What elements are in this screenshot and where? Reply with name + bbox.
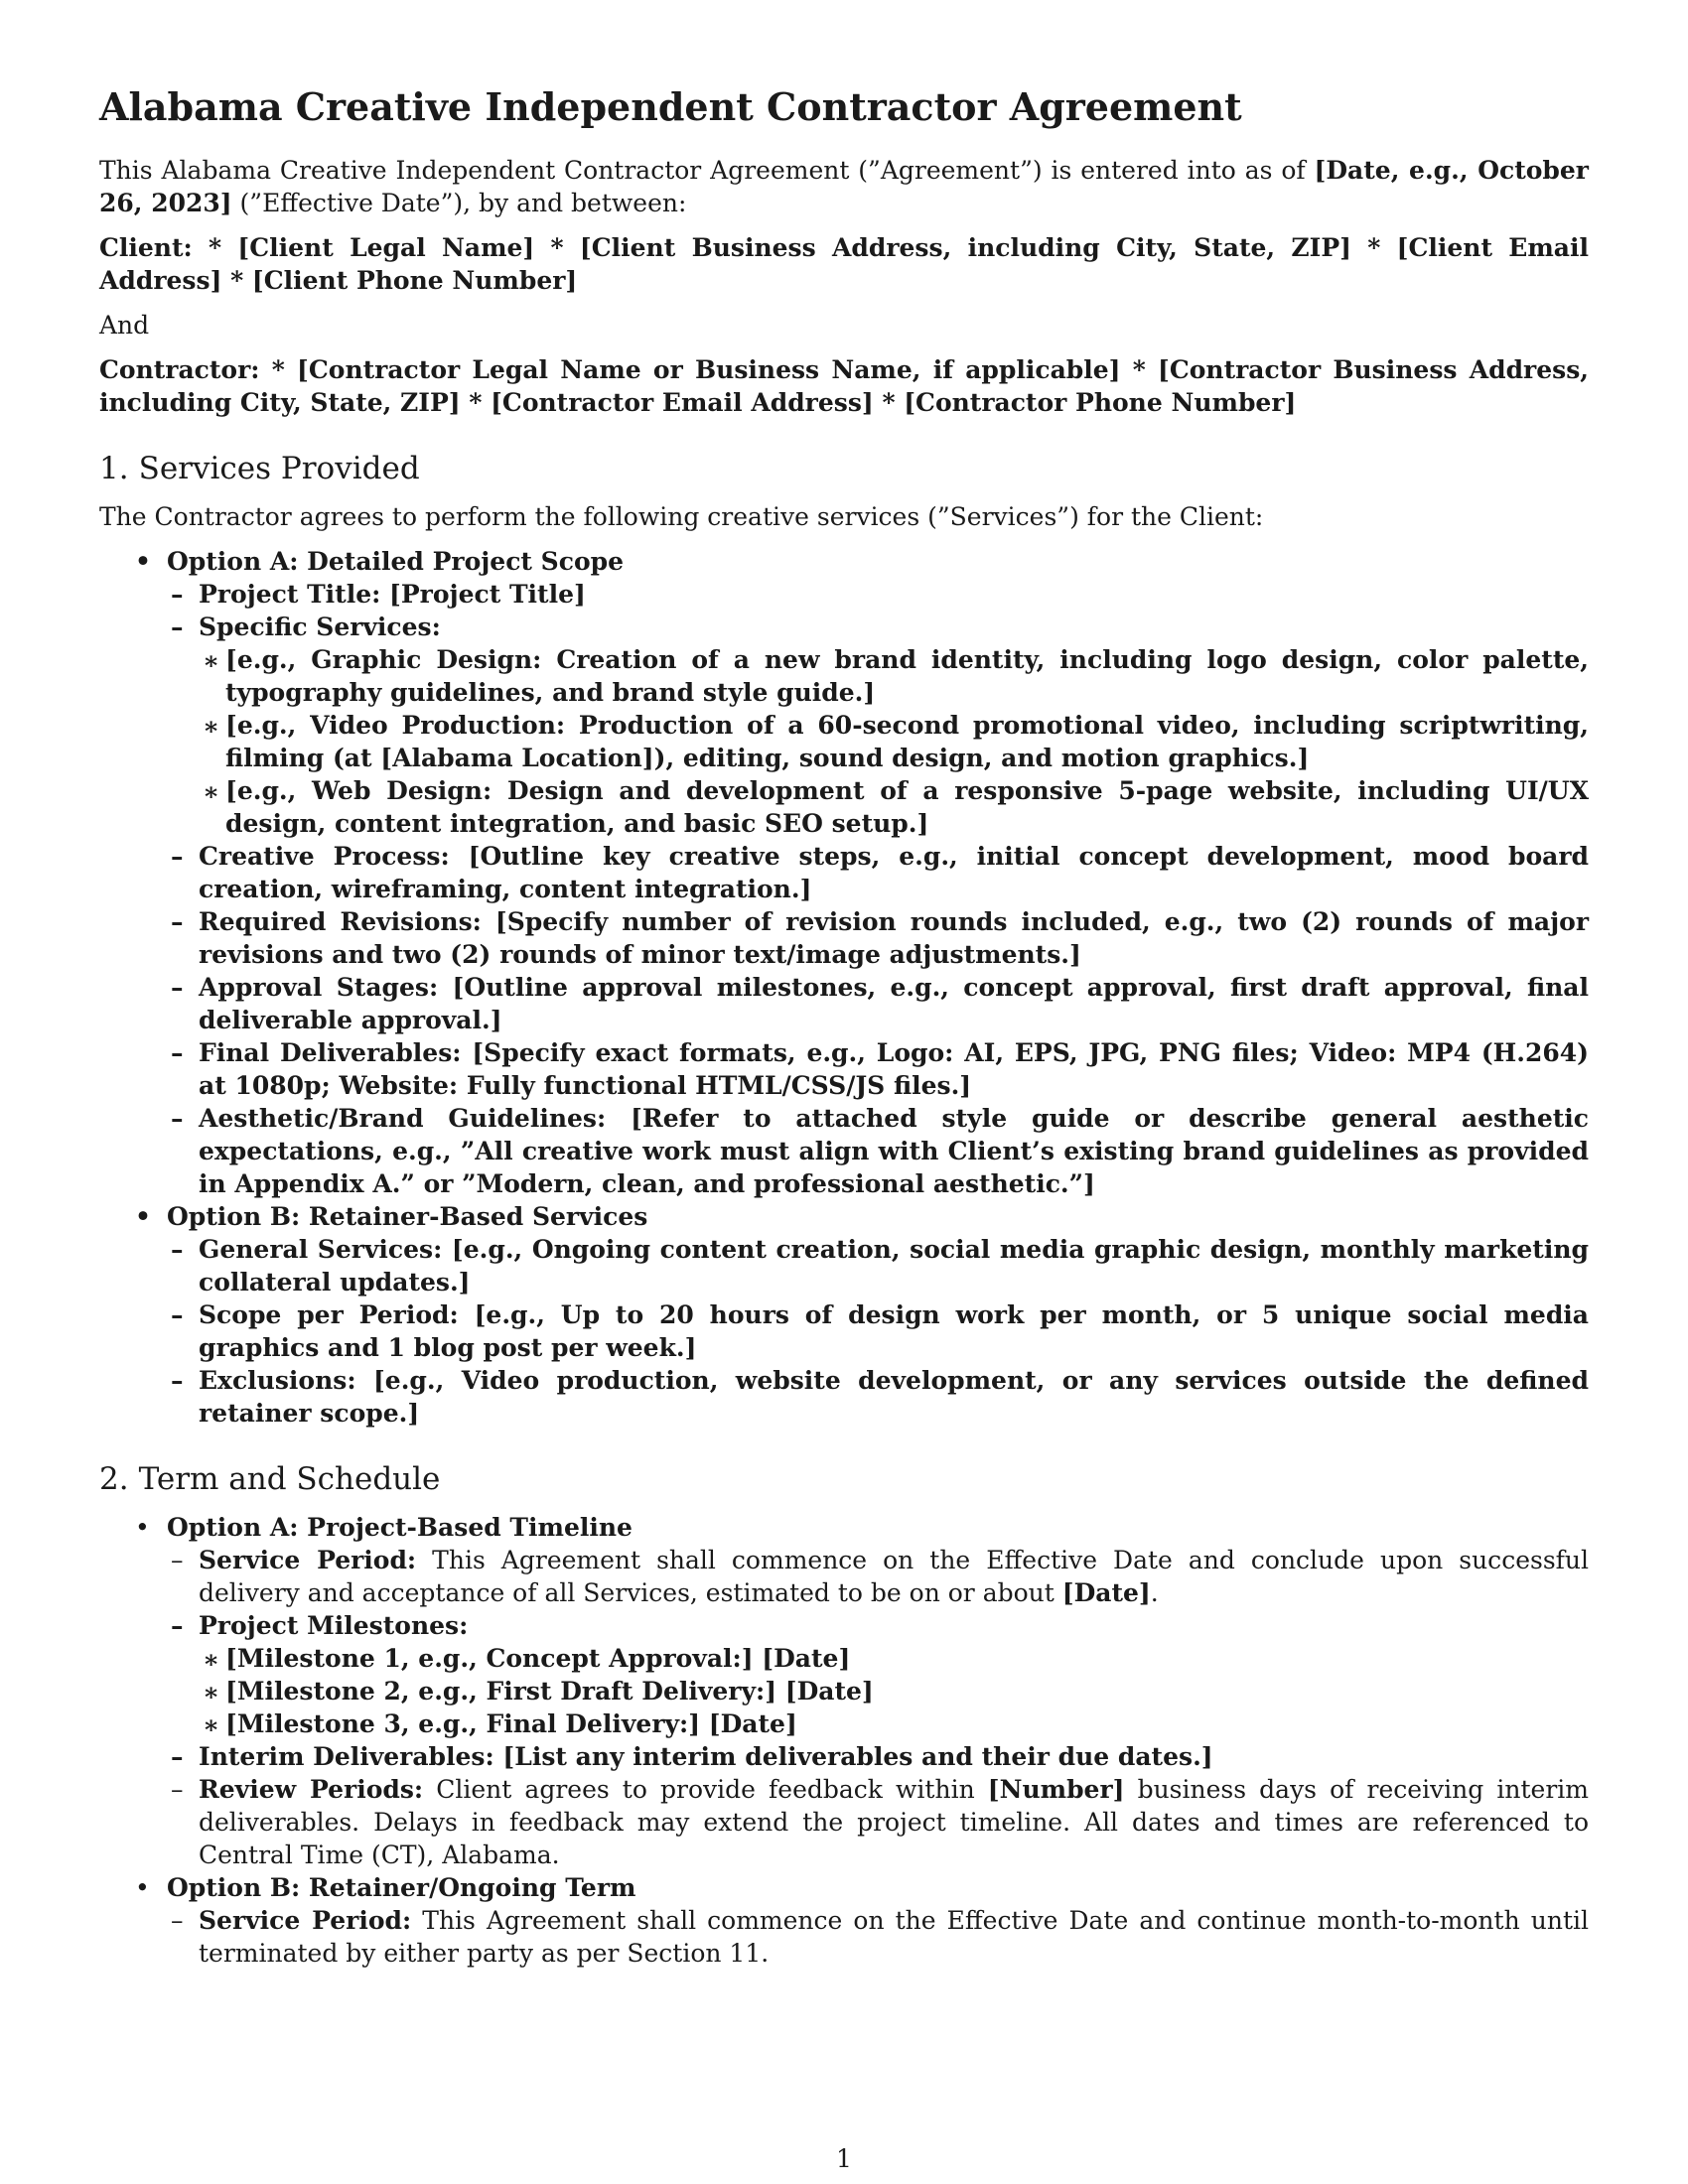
intro-paragraph xyxy=(99,154,1589,219)
option-label: Option A: Project-Based Timeline xyxy=(167,1513,633,1542)
page-number: 1 xyxy=(836,2144,852,2173)
list-item: – Creative Process: [Outline key creative steps, e.g., initial concept development, mood board creation, wireframing, content integration.] xyxy=(167,840,1589,905)
section-heading-services xyxy=(99,449,1589,488)
list-item: – Final Deliverables: [Specify exact formats, e.g., Logo: AI, EPS, JPG, PNG files; Video: MP4 (H.264) at 1080p; Website: Fully functional HTML/CSS/JS files.] xyxy=(167,1036,1589,1102)
item-text: This Agreement shall commence on the Effective Date and continue month-to-month until terminated by either party as per Section 11. xyxy=(199,1906,1589,1968)
list-item: – General Services: [e.g., Ongoing content creation, social media graphic design, monthly marketing collateral updates.] xyxy=(167,1233,1589,1298)
item-label: Service Period: xyxy=(199,1546,417,1574)
list-item: – Approval Stages: [Outline approval milestones, e.g., concept approval, first draft approval, final deliverable approval.] xyxy=(167,971,1589,1036)
section-heading-term xyxy=(99,1459,1589,1499)
milestones-list xyxy=(199,1642,1589,1740)
number-placeholder: [Number] xyxy=(987,1775,1125,1804)
option-b-term-list xyxy=(167,1904,1589,1970)
section-title: Term and Schedule xyxy=(138,1461,441,1497)
specific-services-list xyxy=(199,643,1589,840)
intro-text: This Alabama Creative Independent Contractor Agreement (”Agreement”) is entered into as of xyxy=(99,156,1315,185)
section-title: Services Provided xyxy=(138,451,420,486)
item-label: Service Period: xyxy=(199,1906,412,1935)
item-label: Review Periods: xyxy=(199,1775,424,1804)
list-item: ∗ [Milestone 2, e.g., First Draft Delivery:] [Date] xyxy=(199,1675,1589,1707)
specific-services-label: Specific Services: xyxy=(199,613,441,641)
list-item xyxy=(167,1773,1589,1871)
list-item: – Project Title: [Project Title] xyxy=(167,578,1589,611)
list-item xyxy=(99,545,1589,1200)
section-number: 1. xyxy=(99,451,129,486)
section-number: 2. xyxy=(99,1461,129,1497)
and-text: And xyxy=(99,311,150,340)
contractor-block: Contractor: * [Contractor Legal Name or Business Name, if applicable] * [Contractor Business Address, including City, State, ZIP] * [Contractor Email Address] * [Contractor Phone Number] xyxy=(99,355,1589,417)
list-item xyxy=(99,1871,1589,1970)
list-item: ∗ [e.g., Video Production: Production of a 60-second promotional video, including scriptwriting, filming (at [Alabama Location]), editing, sound design, and motion graphics.] xyxy=(199,709,1589,774)
list-item: – Scope per Period: [e.g., Up to 20 hours of design work per month, or 5 unique social media graphics and 1 blog post per week.] xyxy=(167,1298,1589,1364)
services-intro: The Contractor agrees to perform the following creative services (”Services”) for the Client: xyxy=(99,502,1264,531)
item-text: This Agreement shall commence on the Effective Date and conclude upon successful delivery and acceptance of all Services, estimated to be on or about xyxy=(199,1546,1589,1607)
option-label: Option A: Detailed Project Scope xyxy=(167,547,625,576)
list-item: – Required Revisions: [Specify number of revision rounds included, e.g., two (2) rounds of major revisions and two (2) rounds of minor text/image adjustments.] xyxy=(167,905,1589,971)
item-text-end: . xyxy=(1150,1578,1159,1607)
document-page xyxy=(99,84,1589,1970)
date-placeholder: [Date] xyxy=(1061,1578,1151,1607)
list-item xyxy=(99,1200,1589,1430)
option-label: Option B: Retainer-Based Services xyxy=(167,1202,648,1231)
intro-text-end: (”Effective Date”), by and between: xyxy=(231,189,687,217)
effective-date-placeholder: [Date, e.g., October 26, 2023] xyxy=(99,156,1589,217)
list-item: – Exclusions: [e.g., Video production, website development, or any services outside the defined retainer scope.] xyxy=(167,1364,1589,1430)
option-a-term-list xyxy=(167,1544,1589,1871)
milestones-label: Project Milestones: xyxy=(199,1611,469,1640)
list-item: ∗ [e.g., Graphic Design: Creation of a new brand identity, including logo design, color palette, typography guidelines, and brand style guide.] xyxy=(199,643,1589,709)
list-item xyxy=(167,1609,1589,1740)
option-label: Option B: Retainer/Ongoing Term xyxy=(167,1873,636,1902)
list-item: – Aesthetic/Brand Guidelines: [Refer to attached style guide or describe general aesthetic expectations, e.g., ”All creative work must align with Client’s existing brand guidelines as provided in Appendix A.” or ”Modern, clean, and professional aesthetic.”] xyxy=(167,1102,1589,1200)
option-a-list xyxy=(167,578,1589,1200)
list-item xyxy=(167,1904,1589,1970)
list-item: ∗ [Milestone 1, e.g., Concept Approval:] [Date] xyxy=(199,1642,1589,1675)
list-item xyxy=(167,611,1589,840)
document-title: Alabama Creative Independent Contractor Agreement xyxy=(99,84,1242,129)
item-text: Client agrees to provide feedback within xyxy=(423,1775,988,1804)
list-item: ∗ [e.g., Web Design: Design and development of a responsive 5-page website, including UI/UX design, content integration, and basic SEO setup.] xyxy=(199,774,1589,840)
services-options-list xyxy=(99,545,1589,1430)
item-text-end: business days of receiving interim deliverables. Delays in feedback may extend the project timeline. All dates and times are referenced to Central Time (CT), Alabama. xyxy=(199,1775,1589,1869)
term-options-list xyxy=(99,1511,1589,1970)
option-b-list xyxy=(167,1233,1589,1430)
list-item: – Interim Deliverables: [List any interim deliverables and their due dates.] xyxy=(167,1740,1589,1773)
list-item xyxy=(167,1544,1589,1609)
list-item: ∗ [Milestone 3, e.g., Final Delivery:] [Date] xyxy=(199,1707,1589,1740)
list-item xyxy=(99,1511,1589,1871)
client-block: Client: * [Client Legal Name] * [Client Business Address, including City, State, ZIP] * [Client Email Address] * [Client Phone Number] xyxy=(99,233,1589,295)
